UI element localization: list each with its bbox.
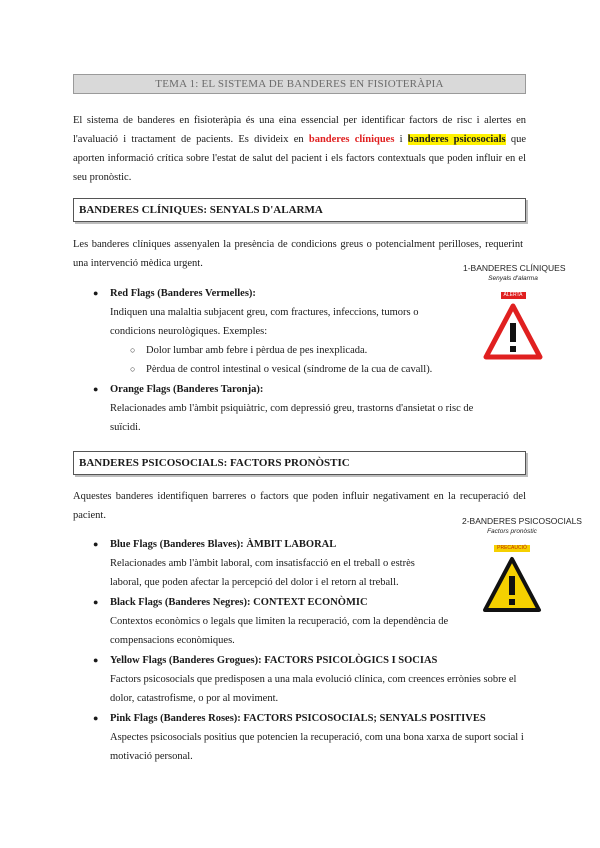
orange-flags-description: Relacionades amb l'àmbit psiquiàtric, com depressió greu, trastorns d'ansietat o risc de suïcidi.	[110, 403, 474, 433]
black-flags-description: Contextos econòmics o legals que limiten la recuperació, com la dependència de compensacions econòmiques.	[110, 616, 449, 646]
section-clinical-text: Les banderes clíniques assenyalen la presència de condicions greus o potencialment perilloses, requerint una intervenció mèdica urgent.	[73, 239, 523, 269]
badge-subtitle: Senyals d'alarma	[488, 275, 538, 282]
black-flags-title: Black Flags (Banderes Negres):	[110, 597, 251, 608]
blue-flags-title: Blue Flags (Banderes Blaves):	[110, 539, 244, 550]
bullet-icon: ●	[93, 539, 99, 549]
bullet-icon: ●	[93, 384, 99, 394]
badge-tag: ALERTA	[501, 292, 526, 299]
psychosocial-flags-highlight: banderes psicosocials	[407, 134, 506, 145]
page-title: TEMA 1: EL SISTEMA DE BANDERES EN FISIOTERÀPIA	[73, 74, 526, 94]
bullet-icon: ●	[93, 655, 99, 665]
yellow-flags-description: Factors psicosocials que predisposen a una mala evolució clínica, com creences errònies sobre el dolor, catastrofisme, o por al moviment.	[110, 674, 517, 704]
sub-bullet-icon: ○	[130, 364, 136, 374]
intro-text: El sistema de banderes en fisioteràpia és una eina essencial per identificar factors de risc i alertes en l'avaluació i tractament de pacients. Es divideix en	[73, 115, 526, 145]
black-flags-heading	[110, 593, 368, 612]
intro-paragraph	[73, 111, 526, 187]
yellow-flags-category: FACTORS PSICOLÒGICS I SOCIAS	[264, 655, 438, 666]
section-heading-psychosocial: BANDERES PSICOSOCIALS: FACTORS PRONÒSTIC	[73, 451, 526, 475]
bullet-icon: ●	[93, 713, 99, 723]
badge-tag: PRECAUCIÓ	[494, 545, 530, 552]
warning-sign-icon	[482, 556, 542, 614]
warning-sign-icon	[483, 303, 543, 361]
red-flags-example: Dolor lumbar amb febre i pèrdua de pes inexplicada.	[146, 345, 368, 356]
clinical-flags-badge	[463, 263, 566, 361]
intro-text-end: que aporten informació crítica sobre l'estat de salut del pacient i els factors contextuals que poden influir en el seu pronòstic.	[73, 134, 526, 183]
bullet-icon: ●	[93, 288, 99, 298]
badge-title: 1-BANDERES CLÍNIQUES	[463, 263, 566, 273]
pink-flags-title: Pink Flags (Banderes Roses):	[110, 713, 241, 724]
clinical-flags-highlight: banderes clíniques	[308, 134, 395, 145]
pink-flags-category: FACTORS PSICOSOCIALS; SENYALS POSITIVES	[243, 713, 486, 724]
intro-conjunction: i	[394, 134, 408, 145]
pink-flags-heading	[110, 709, 486, 728]
red-flags-example: Pèrdua de control intestinal o vesical (síndrome de la cua de cavall).	[146, 364, 433, 375]
blue-flags-category: ÀMBIT LABORAL	[246, 539, 337, 550]
blue-flags-heading	[110, 535, 336, 554]
yellow-flags-heading	[110, 651, 437, 670]
badge-title: 2-BANDERES PSICOSOCIALS	[462, 516, 582, 526]
badge-subtitle: Factors pronòstic	[487, 528, 537, 535]
bullet-icon: ●	[93, 597, 99, 607]
black-flags-category: CONTEXT ECONÒMIC	[253, 597, 368, 608]
psychosocial-flags-badge	[462, 516, 582, 614]
blue-flags-description: Relacionades amb l'àmbit laboral, com insatisfacció en el treball o estrès laboral, que poden afectar la percepció del dolor i el retorn al treball.	[110, 558, 415, 588]
yellow-flags-title: Yellow Flags (Banderes Grogues):	[110, 655, 262, 666]
section-heading-clinical: BANDERES CLÍNIQUES: SENYALS D'ALARMA	[73, 198, 526, 222]
red-flags-heading: Red Flags (Banderes Vermelles):	[110, 288, 256, 299]
red-flags-description: Indiquen una malaltia subjacent greu, com fractures, infeccions, tumors o condicions neurològiques. Exemples:	[110, 307, 419, 337]
sub-bullet-icon: ○	[130, 345, 136, 355]
section-psychosocial-text: Aquestes banderes identifiquen barreres o factors que poden influir negativament en la recuperació del pacient.	[73, 491, 526, 521]
pink-flags-description: Aspectes psicosocials positius que potencien la recuperació, com una bona xarxa de suport social i motivació personal.	[110, 732, 524, 762]
orange-flags-heading: Orange Flags (Banderes Taronja):	[110, 384, 264, 395]
